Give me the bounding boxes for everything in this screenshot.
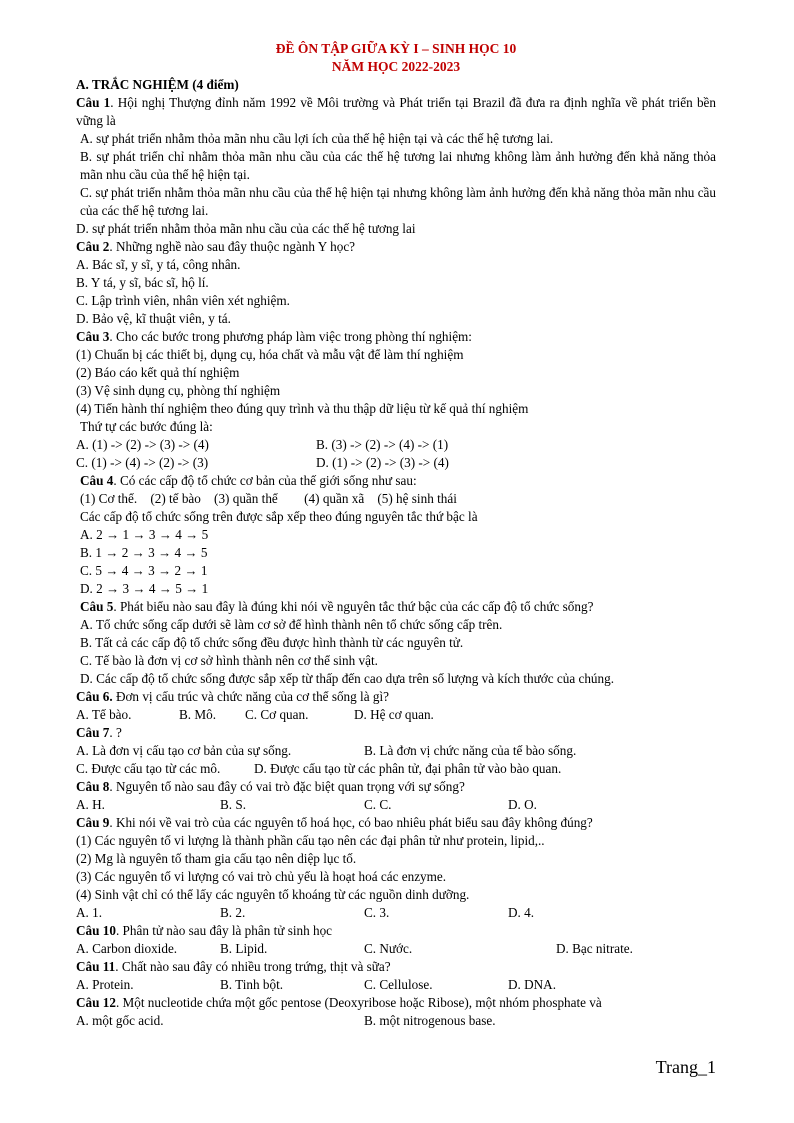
- option-1a: A. sự phát triển nhằm thỏa mãn nhu cầu lợi ích của thế hệ hiện tại và các thế hệ tương lai.: [80, 131, 554, 146]
- options-row: [76, 706, 716, 724]
- option-4a: A. 2 → 1 → 3 → 4 → 5: [80, 527, 209, 542]
- option-11d: D. DNA.: [508, 977, 556, 992]
- option-11b: B. Tinh bột.: [220, 977, 284, 992]
- question-label: Câu 8: [76, 779, 110, 794]
- question-8: [76, 778, 716, 796]
- option-10d: D. Bạc nitrate.: [556, 941, 633, 956]
- question-label: Câu 3: [76, 329, 110, 344]
- option-7b: B. Là đơn vị chức năng của tế bào sống.: [364, 743, 577, 758]
- option-4d: D. 2 → 3 → 4 → 5 → 1: [80, 581, 209, 596]
- option-11a: A. Protein.: [76, 977, 134, 992]
- question-text: . Khi nói về vai trò của các nguyên tố hoá học, có bao nhiêu phát biểu sau đây không đúng?: [109, 815, 593, 830]
- step-3-2: (2) Báo cáo kết quả thí nghiệm: [76, 365, 240, 380]
- question-label: Câu 7: [76, 725, 110, 740]
- option-9b: B. 2.: [220, 905, 246, 920]
- question-text: . Cho các bước trong phương pháp làm việc trong phòng thí nghiệm:: [109, 329, 472, 344]
- question-1: [76, 94, 716, 130]
- option-6d: D. Hệ cơ quan.: [354, 707, 434, 722]
- option-8c: C. C.: [364, 797, 392, 812]
- question-text: . Phân tử nào sau đây là phân tử sinh học: [115, 923, 333, 938]
- option-1c: C. sự phát triển nhằm thỏa mãn nhu cầu của thế hệ hiện tại nhưng không làm ảnh hưởng đến khả năng thỏa mãn nhu cầu của các thế hệ tương lai.: [80, 185, 716, 218]
- question-label: Câu 1: [76, 95, 111, 110]
- options-row: [76, 976, 716, 994]
- exam-page: [76, 40, 716, 1030]
- option-3b: B. (3) -> (2) -> (4) -> (1): [316, 437, 449, 452]
- option-3d: D. (1) -> (2) -> (3) -> (4): [316, 455, 449, 470]
- option-5d: D. Các cấp độ tổ chức sống được sắp xếp từ thấp đến cao dựa trên số lượng và kích thước của chúng.: [80, 671, 615, 686]
- section-heading: A. TRẮC NGHIỆM (4 điểm): [76, 77, 239, 92]
- question-label: Câu 5: [80, 599, 114, 614]
- exam-title: ĐỀ ÔN TẬP GIỮA KỲ I – SINH HỌC 10: [275, 41, 517, 56]
- option-6c: C. Cơ quan.: [245, 707, 309, 722]
- option-10a: A. Carbon dioxide.: [76, 941, 178, 956]
- question-prompt: Thứ tự các bước đúng là:: [80, 419, 213, 434]
- levels-list: (1) Cơ thể. (2) tế bào (3) quần thể (4) quần xã (5) hệ sinh thái: [80, 491, 457, 506]
- option-1b: B. sự phát triển chỉ nhằm thỏa mãn nhu cầu của các thế hệ tương lai nhưng không làm ảnh hưởng đến khả năng thỏa mãn nhu cầu của thế hệ hiện tại.: [80, 149, 716, 182]
- options-row: [76, 436, 716, 454]
- option-9a: A. 1.: [76, 905, 103, 920]
- option-12b: B. một nitrogenous base.: [364, 1013, 496, 1028]
- question-2: [76, 238, 716, 256]
- question-9: [76, 814, 716, 832]
- step-3-1: (1) Chuẩn bị các thiết bị, dụng cụ, hóa chất và mẫu vật để làm thí nghiệm: [76, 347, 464, 362]
- statement-9-4: (4) Sinh vật chỉ có thể lấy các nguyên tố khoáng từ các nguồn dinh dưỡng.: [76, 887, 470, 902]
- options-row: [76, 760, 716, 778]
- option-2b: B. Y tá, y sĩ, bác sĩ, hộ lí.: [76, 275, 209, 290]
- question-label: Câu 12: [76, 995, 116, 1010]
- question-text: . Những nghề nào sau đây thuộc ngành Y học?: [109, 239, 356, 254]
- option-2d: D. Bảo vệ, kĩ thuật viên, y tá.: [76, 311, 231, 326]
- option-7a: A. Là đơn vị cấu tạo cơ bản của sự sống.: [76, 743, 292, 758]
- options-row: [76, 796, 716, 814]
- question-prompt: Các cấp độ tổ chức sống trên được sắp xếp theo đúng nguyên tắc thứ bậc là: [80, 509, 478, 524]
- question-12: [76, 994, 716, 1012]
- option-8a: A. H.: [76, 797, 105, 812]
- option-5b: B. Tất cả các cấp độ tổ chức sống đều được hình thành từ các nguyên tử.: [80, 635, 464, 650]
- option-10b: B. Lipid.: [220, 941, 268, 956]
- option-8b: B. S.: [220, 797, 247, 812]
- option-9c: C. 3.: [364, 905, 390, 920]
- question-text: Đơn vị cấu trúc và chức năng của cơ thể sống là gì?: [112, 689, 389, 704]
- options-row: [76, 1012, 716, 1030]
- question-6: [76, 688, 716, 706]
- option-11c: C. Cellulose.: [364, 977, 433, 992]
- question-text: . Có các cấp độ tổ chức cơ bản của thế giới sống như sau:: [113, 473, 417, 488]
- question-text: . Chất nào sau đây có nhiều trong trứng, thịt và sữa?: [115, 959, 391, 974]
- question-label: Câu 6.: [76, 689, 113, 704]
- option-9d: D. 4.: [508, 905, 535, 920]
- question-11: [76, 958, 716, 976]
- options-row: [76, 454, 716, 472]
- question-label: Câu 11: [76, 959, 116, 974]
- option-2c: C. Lập trình viên, nhân viên xét nghiệm.: [76, 293, 290, 308]
- statement-9-3: (3) Các nguyên tố vi lượng có vai trò chủ yếu là hoạt hoá các enzyme.: [76, 869, 447, 884]
- school-year: NĂM HỌC 2022-2023: [331, 59, 461, 74]
- options-row: [76, 940, 716, 958]
- question-text: . Hội nghị Thượng đỉnh năm 1992 về Môi trường và Phát triển tại Brazil đã đưa ra định nghĩa về phát triển bền vững là: [76, 95, 716, 128]
- option-6b: B. Mô.: [179, 707, 217, 722]
- question-label: Câu 10: [76, 923, 116, 938]
- question-label: Câu 4: [80, 473, 114, 488]
- option-8d: D. O.: [508, 797, 537, 812]
- question-text: . Nguyên tố nào sau đây có vai trò đặc biệt quan trọng với sự sống?: [109, 779, 465, 794]
- option-7c: C. Được cấu tạo từ các mô.: [76, 761, 221, 776]
- question-3: [76, 328, 716, 346]
- option-7d: D. Được cấu tạo từ các phân tử, đại phân tử vào bào quan.: [254, 761, 562, 776]
- options-row: [76, 526, 716, 562]
- option-3c: C. (1) -> (4) -> (2) -> (3): [76, 455, 209, 470]
- statement-9-2: (2) Mg là nguyên tố tham gia cấu tạo nên diệp lục tố.: [76, 851, 357, 866]
- question-text: . ?: [109, 725, 122, 740]
- step-3-3: (3) Vệ sinh dụng cụ, phòng thí nghiệm: [76, 383, 281, 398]
- options-row: [76, 742, 716, 760]
- options-row: [76, 562, 716, 598]
- question-7: [76, 724, 716, 742]
- option-12a: A. một gốc acid.: [76, 1013, 164, 1028]
- page-number: Trang_1: [655, 1057, 716, 1077]
- option-6a: A. Tế bào.: [76, 707, 132, 722]
- statement-9-1: (1) Các nguyên tố vi lượng là thành phần cấu tạo nên các đại phân tử như protein, lipid,..: [76, 833, 545, 848]
- question-text: . Phát biểu nào sau đây là đúng khi nói về nguyên tắc thứ bậc của các cấp độ tổ chức sống?: [113, 599, 594, 614]
- option-10c: C. Nước.: [364, 941, 413, 956]
- option-5c: C. Tế bào là đơn vị cơ sở hình thành nên cơ thể sinh vật.: [80, 653, 378, 668]
- option-5a: A. Tổ chức sống cấp dưới sẽ làm cơ sở để hình thành nên tổ chức sống cấp trên.: [80, 617, 503, 632]
- option-4b: B. 1 → 2 → 3 → 4 → 5: [80, 545, 208, 560]
- option-3a: A. (1) -> (2) -> (3) -> (4): [76, 437, 209, 452]
- question-10: [76, 922, 716, 940]
- question-label: Câu 2: [76, 239, 110, 254]
- question-text: . Một nucleotide chứa một gốc pentose (Deoxyribose hoặc Ribose), một nhóm phosphate và: [115, 995, 602, 1010]
- option-1d: D. sự phát triển nhằm thỏa mãn nhu cầu của các thế hệ tương lai: [76, 221, 416, 236]
- question-4: [76, 472, 716, 490]
- option-4c: C. 5 → 4 → 3 → 2 → 1: [80, 563, 208, 578]
- question-label: Câu 9: [76, 815, 110, 830]
- options-row: [76, 904, 716, 922]
- step-3-4: (4) Tiến hành thí nghiệm theo đúng quy trình và thu thập dữ liệu từ kế quả thí nghiệm: [76, 401, 529, 416]
- question-5: [76, 598, 716, 616]
- option-2a: A. Bác sĩ, y sĩ, y tá, công nhân.: [76, 257, 241, 272]
